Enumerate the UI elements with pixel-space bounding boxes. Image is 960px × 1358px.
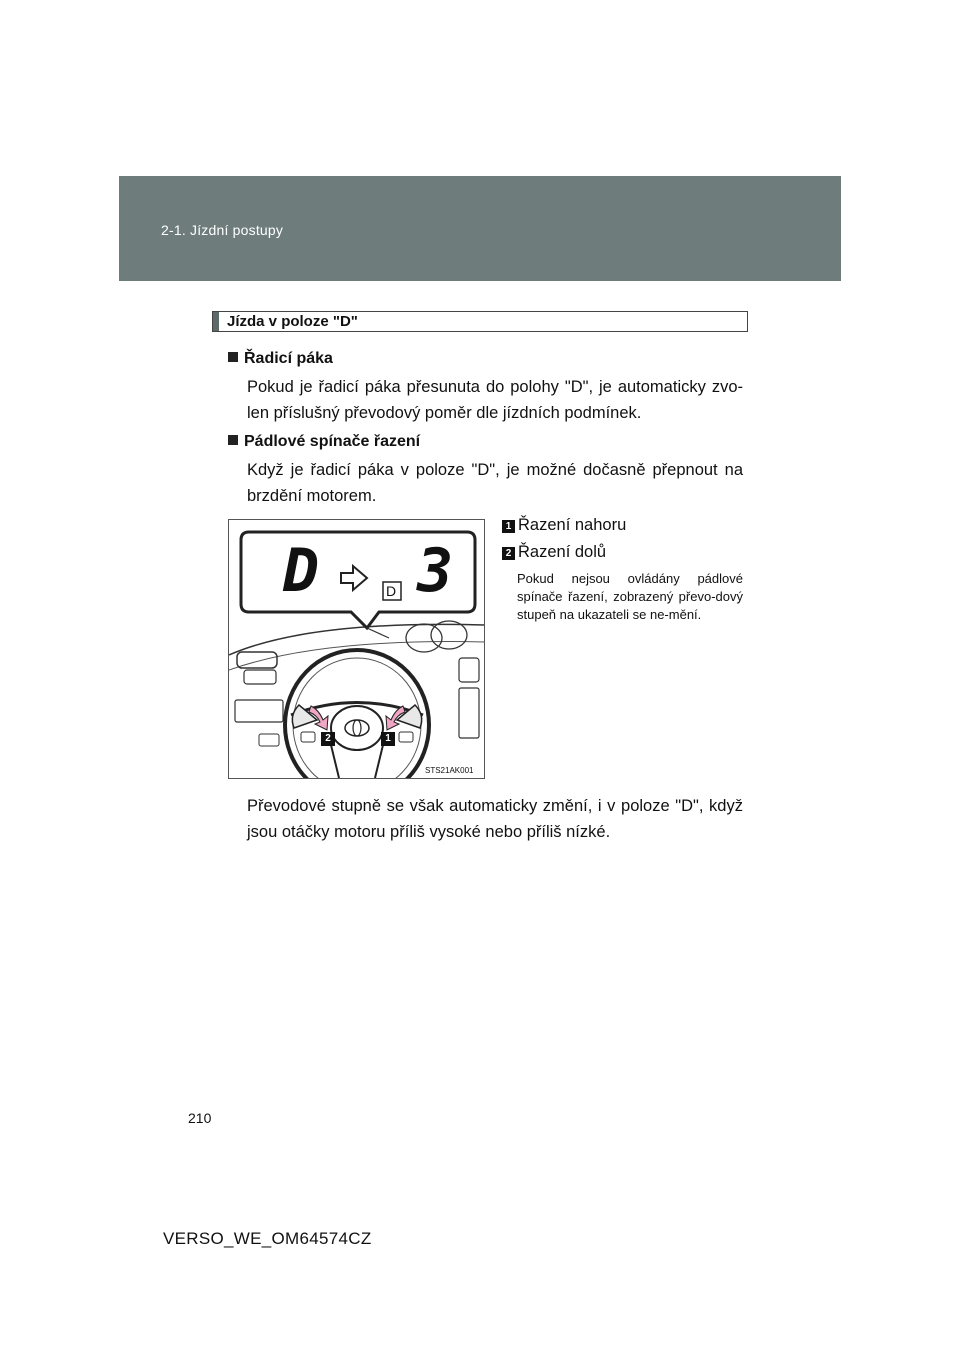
section-heading <box>212 311 748 332</box>
text-line: Převodové stupně se však automaticky změní, i v poloze "D", když <box>247 797 743 815</box>
header-band <box>119 176 841 281</box>
legend-item-2 <box>502 543 606 562</box>
figure-code: STS21AK001 <box>425 766 474 775</box>
callout-badge: 1 <box>502 520 515 533</box>
display-gear-after: 3 <box>417 536 454 606</box>
subheading-text: Řadicí páka <box>244 350 333 367</box>
text-line: len příslušný převodový poměr dle jízdních podmínek. <box>247 404 642 422</box>
paragraph-paddle-switches <box>247 457 743 509</box>
text-line: Pokud je řadicí páka přesunuta do polohy "D", je automaticky zvo- <box>247 378 743 396</box>
bullet-square-icon <box>228 352 238 362</box>
callout-2-label: 2 <box>325 733 331 744</box>
figure-note: Pokud nejsou ovládány pádlové spínače řazení, zobrazený převo-dový stupeň na ukazateli se ne-mění. <box>517 571 743 622</box>
paragraph-shift-lever <box>247 374 743 426</box>
callout-badge: 2 <box>502 547 515 560</box>
callout-1-label: 1 <box>385 733 391 744</box>
bullet-square-icon <box>228 435 238 445</box>
steering-wheel-illustration <box>228 519 485 779</box>
display-gear-before: D <box>283 536 318 606</box>
subheading-paddle-switches <box>228 433 420 451</box>
text-line: jsou otáčky motoru příliš vysoké nebo příliš nízké. <box>247 823 611 841</box>
text-line: brzdění motorem. <box>247 487 377 505</box>
text-line: Když je řadicí páka v poloze "D", je možné dočasně přepnout na <box>247 461 743 479</box>
paragraph-final <box>247 793 743 845</box>
display-mode-indicator: D <box>386 583 397 599</box>
heading-text: Jízda v poloze "D" <box>227 313 358 330</box>
legend-item-1 <box>502 516 626 535</box>
section-title: 2-1. Jízdní postupy <box>161 222 284 238</box>
subheading-shift-lever <box>228 350 333 368</box>
subheading-text: Pádlové spínače řazení <box>244 433 421 450</box>
page-number: 210 <box>188 1110 212 1126</box>
legend-label: Řazení nahoru <box>518 516 627 534</box>
legend-label: Řazení dolů <box>518 543 607 561</box>
heading-bar <box>213 312 219 331</box>
document-code: VERSO_WE_OM64574CZ <box>163 1229 372 1248</box>
